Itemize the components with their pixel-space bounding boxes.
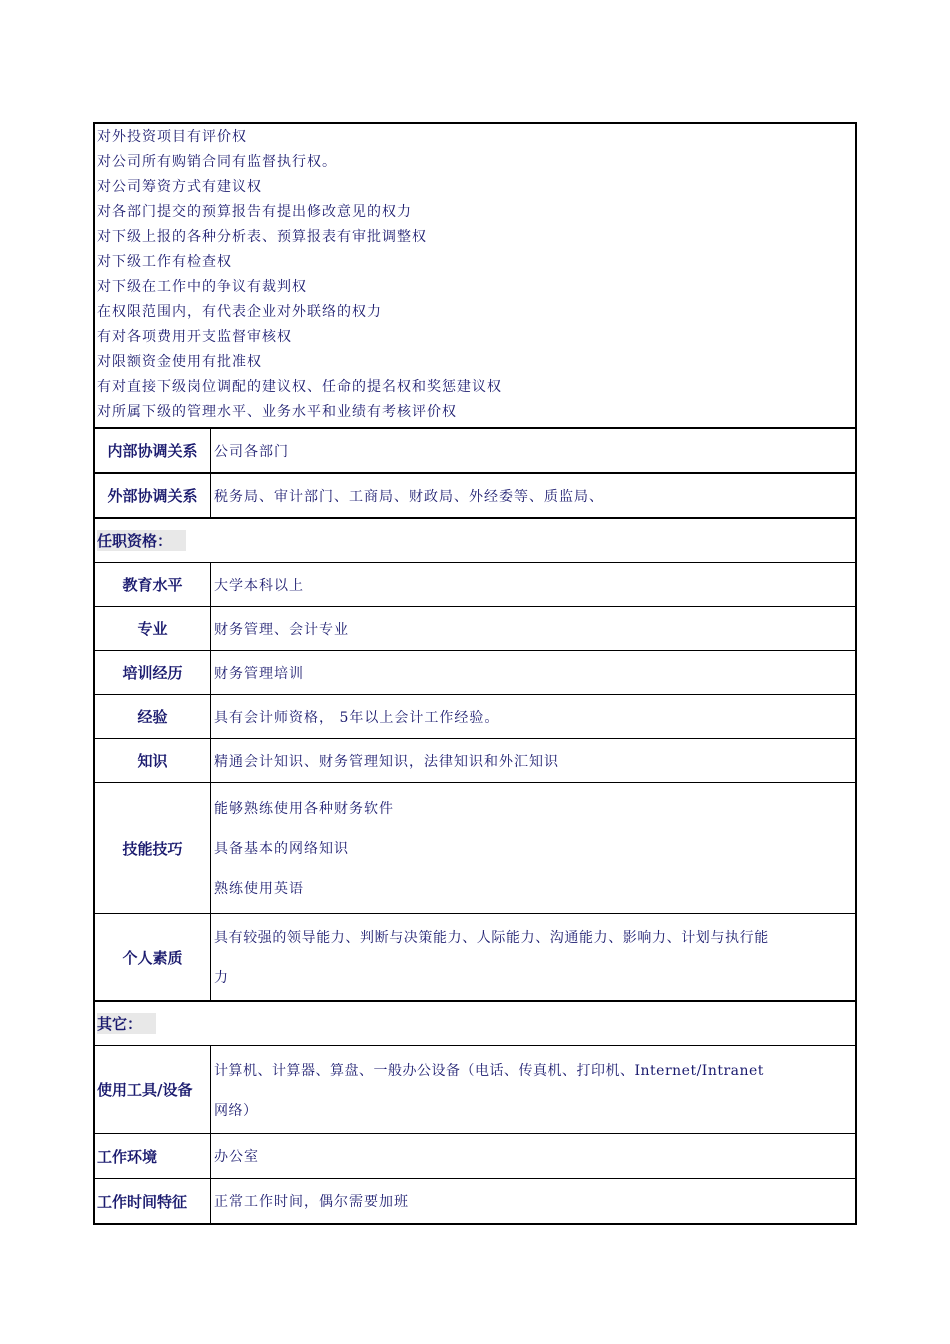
education-value: 大学本科以上: [214, 577, 304, 594]
job-description-table: [93, 122, 857, 1225]
hours-value: 正常工作时间，偶尔需要加班: [214, 1194, 409, 1210]
major-row: [95, 607, 855, 651]
hours-row: [95, 1179, 855, 1223]
personal-quality-line: 力: [214, 970, 229, 986]
experience-row: [95, 695, 855, 739]
qualifications-title: 任职资格：: [97, 530, 186, 551]
personal-quality-line: 具有较强的领导能力、判断与决策能力、人际能力、沟通能力、影响力、计划与执行能: [214, 930, 769, 946]
external-coordination-label: 外部协调关系: [95, 474, 211, 517]
power-item: 对下级工作有检查权: [97, 254, 232, 270]
tools-line: 网络）: [214, 1102, 258, 1119]
major-value: 财务管理、会计专业: [214, 621, 349, 638]
external-coordination-value: 税务局、审计部门、工商局、财政局、外经委等、质监局、: [214, 488, 604, 505]
qualifications-section-title: [95, 519, 855, 563]
other-section-title: [95, 1002, 855, 1046]
power-item: 对下级上报的各种分析表、预算报表有审批调整权: [97, 229, 427, 245]
power-item: 有对各项费用开支监督审核权: [97, 329, 292, 345]
power-item: 对公司所有购销合同有监督执行权。: [97, 154, 337, 170]
experience-label: 经验: [95, 695, 211, 738]
environment-row: [95, 1134, 855, 1179]
power-item: 有对直接下级岗位调配的建议权、任命的提名权和奖惩建议权: [97, 379, 502, 395]
skill-line: 能够熟练使用各种财务软件: [214, 801, 394, 817]
skills-label: 技能技巧: [95, 783, 211, 913]
power-item: 对所属下级的管理水平、业务水平和业绩有考核评价权: [97, 404, 457, 420]
environment-value: 办公室: [214, 1149, 259, 1165]
power-item: 对公司筹资方式有建议权: [97, 179, 262, 195]
power-item: 在权限范围内，有代表企业对外联络的权力: [97, 304, 382, 320]
other-title: 其它：: [97, 1013, 156, 1034]
skills-value: [211, 783, 855, 913]
internal-coordination-label: 内部协调关系: [95, 429, 211, 472]
experience-value: 具有会计师资格， 5年以上会计工作经验。: [214, 709, 500, 726]
training-value: 财务管理培训: [214, 665, 304, 682]
major-label: 专业: [95, 607, 211, 650]
environment-label: 工作环境: [95, 1134, 211, 1178]
personal-quality-row: [95, 914, 855, 1002]
education-row: [95, 563, 855, 607]
education-label: 教育水平: [95, 563, 211, 606]
internal-coordination-value: 公司各部门: [214, 443, 289, 460]
knowledge-value: 精通会计知识、财务管理知识，法律知识和外汇知识: [214, 753, 559, 770]
skills-row: [95, 783, 855, 914]
powers-list: [95, 124, 855, 429]
training-row: [95, 651, 855, 695]
internal-coordination-row: [95, 429, 855, 474]
personal-quality-value: [211, 914, 855, 1000]
external-coordination-row: [95, 474, 855, 519]
power-item: 对外投资项目有评价权: [97, 129, 247, 145]
knowledge-label: 知识: [95, 739, 211, 782]
tools-value: [211, 1046, 855, 1133]
personal-quality-label: 个人素质: [95, 914, 211, 1000]
hours-label: 工作时间特征: [95, 1179, 211, 1223]
tools-row: [95, 1046, 855, 1134]
power-item: 对限额资金使用有批准权: [97, 354, 262, 370]
skill-line: 熟练使用英语: [214, 881, 304, 897]
tools-label: 使用工具/设备: [95, 1046, 211, 1133]
power-item: 对各部门提交的预算报告有提出修改意见的权力: [97, 204, 412, 220]
tools-line: 计算机、计算器、算盘、一般办公设备（电话、传真机、打印机、Internet/Intranet: [214, 1062, 764, 1079]
training-label: 培训经历: [95, 651, 211, 694]
skill-line: 具备基本的网络知识: [214, 841, 349, 857]
power-item: 对下级在工作中的争议有裁判权: [97, 279, 307, 295]
knowledge-row: [95, 739, 855, 783]
